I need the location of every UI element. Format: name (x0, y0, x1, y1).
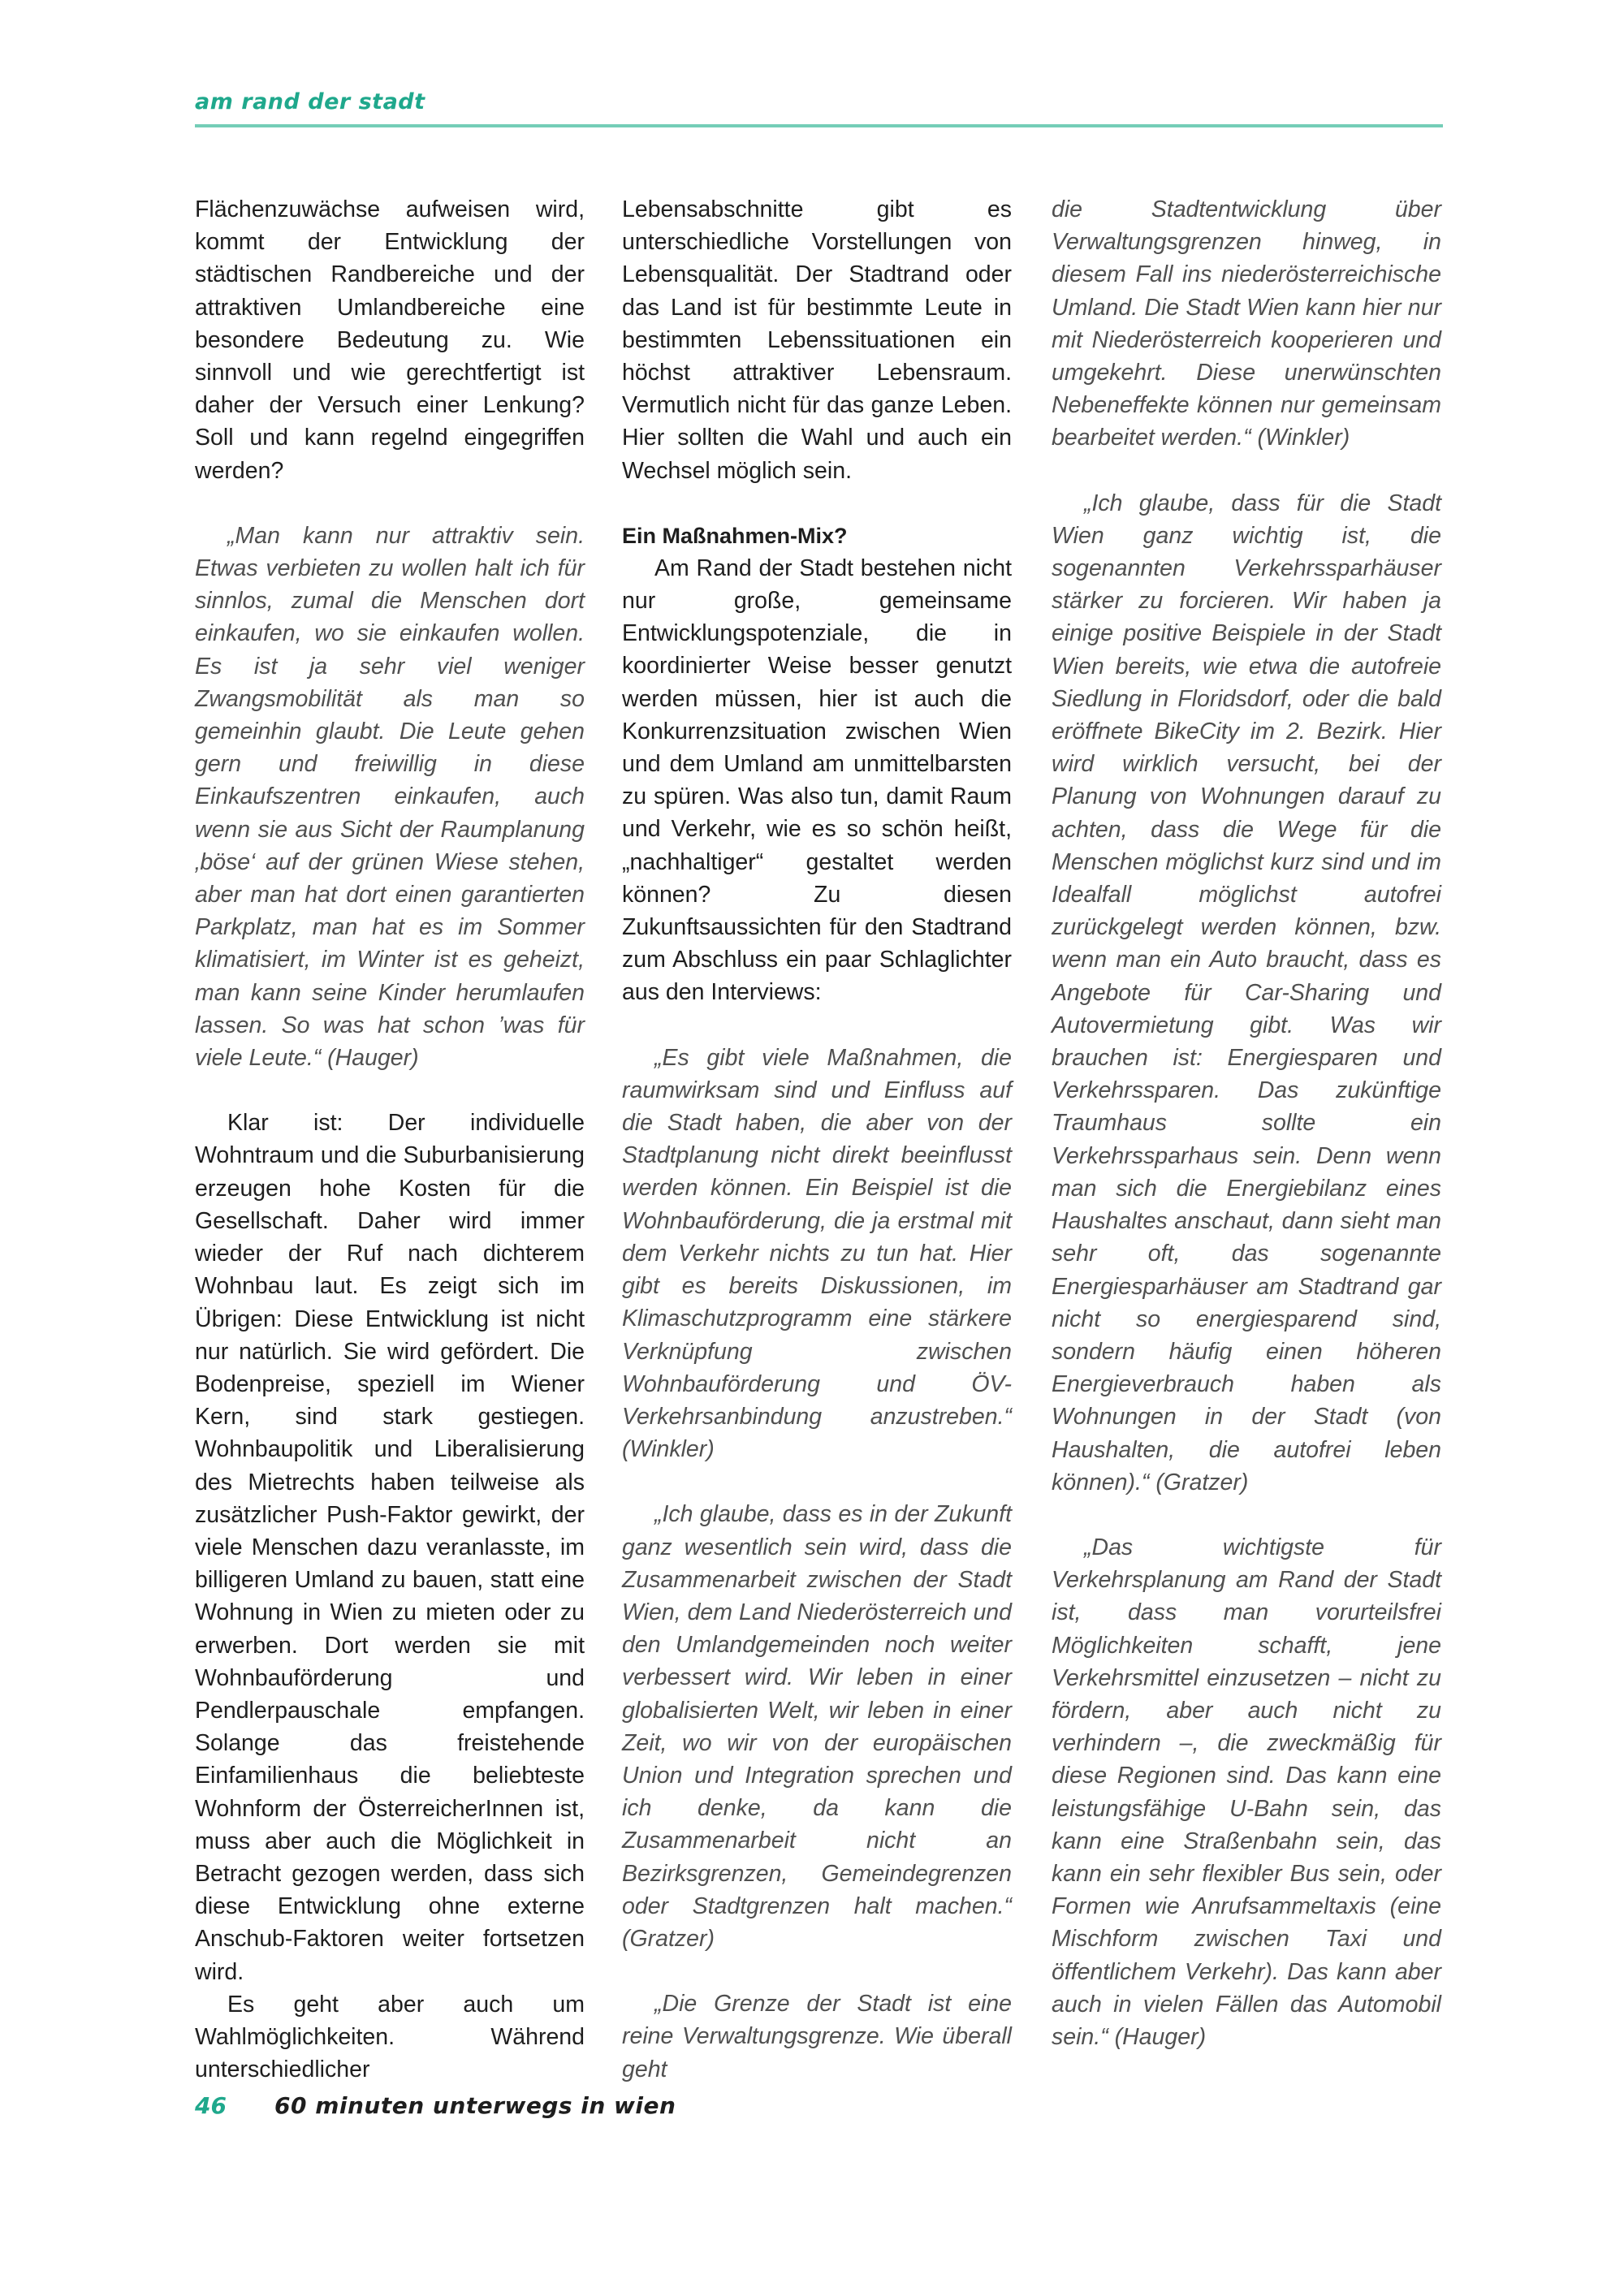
paragraph: Klar ist: Der individuelle Wohntraum und die Suburbanisierung erzeugen hohe Kosten für die Gesellschaft. Daher wird immer wieder der Ruf nach dichterem Wohnbau laut. Es zeigt sich im Übrigen: Diese Entwicklung ist nicht nur natürlich. Sie wird gefördert. Die Bodenpreise, speziell im Wiener Kern, sind stark gestiegen. Wohnbaupolitik und Liberalisierung des Mietrechts haben teilweise als zusätzlicher Push-Faktor gewirkt, der viele Menschen dazu veranlasste, im billigeren Umland zu bauen, statt eine Wohnung in Wien zu mieten oder zu erwerben. Dort werden sie mit Wohnbauförderung und Pendlerpauschale empfangen. Solange das freistehende Einfamilienhaus die beliebteste Wohnform der ÖsterreicherInnen ist, muss aber auch die Möglichkeit in Betracht gezogen werden, dass sich diese Entwicklung ohne externe Anschub-Faktoren weiter fortsetzen wird. (195, 1110, 585, 1985)
interview-quote: „Das wichtigste für Verkehrsplanung am Rand der Stadt ist, dass man vorurteilsfrei Möglichkeiten schafft, jene Verkehrsmittel einzusetzen – nicht zu fördern, aber auch nicht zu verhindern –, die zweckmäßig für diese Regionen sind. Das kann eine leistungsfähige U-Bahn sein, das kann eine Straßenbahn sein, das kann ein sehr flexibler Bus sein, oder Formen wie Anrufsammeltaxis (eine Mischform zwischen Taxi und öffentlichem Verkehr). Das kann aber auch in vielen Fällen das Automobil sein.“ (Hauger) (1052, 1534, 1441, 2050)
publication-title: 60 minuten unterwegs in wien (274, 2092, 676, 2119)
interview-quote: „Ich glaube, dass für die Stadt Wien ganz wichtig ist, die sogenannten Verkehrssparhäuser stärker zu forcieren. Wir haben ja einige positive Beispiele in der Stadt Wien bereits, wie etwa die autofreie Siedlung in Floridsdorf, oder die bald eröffnete BikeCity im 2. Bezirk. Hier wird wirklich versucht, bei der Planung von Wohnungen darauf zu achten, dass die Wege für die Menschen möglichst kurz sind und im Idealfall möglichst autofrei zurückgelegt werden können, bzw. wenn man ein Auto braucht, dass es Angebote für Car-Sharing und Autovermietung gibt. Was wir brauchen ist: Energiesparen und Verkehrssparen. Das zukünftige Traumhaus sollte ein Verkehrssparhaus sein. Denn wenn man sich die Energiebilanz eines Haushaltes anschaut, dann sieht man sehr oft, das sogenannte Energiesparhäuser am Stadtrand gar nicht so energiesparend sind, sondern häufig einen höheren Energieverbrauch haben als Wohnungen in der Stadt (von Haushalten, die autofrei leben können).“ (Gratzer) (1052, 490, 1441, 1495)
paragraph: Flächenzuwächse aufweisen wird, kommt der Entwicklung der städtischen Randbereiche und der attraktiven Umlandbereiche eine besondere Bedeutung zu. Wie sinnvoll und wie gerechtfertigt ist daher der Versuch einer Lenkung? Soll und kann regelnd eingegriffen werden? (195, 196, 585, 484)
text-column-3 (1052, 193, 1441, 2053)
paragraph: Lebensabschnitte gibt es unterschiedliche Vorstellungen von Lebensqualität. Der Stadtrand oder das Land ist für bestimmte Leute in bestimmten Lebenssituationen ein höchst attraktiver Lebensraum. Vermutlich nicht für das ganze Leben. Hier sollten die Wahl und auch ein Wechsel möglich sein. (622, 196, 1012, 484)
interview-quote: „Die Grenze der Stadt ist eine reine Verwaltungsgrenze. Wie überall geht (622, 1991, 1012, 2082)
interview-quote: „Es gibt viele Maßnahmen, die raumwirksam sind und Einfluss auf die Stadt haben, die aber von der Stadtplanung nicht direkt beeinflusst werden können. Ein Beispiel ist die Wohnbauförderung, die ja erstmal mit dem Verkehr nichts zu tun hat. Hier gibt es bereits Diskussionen, im Klimaschutzprogramm eine stärkere Verknüpfung zwischen Wohnbauförderung und ÖV-Verkehrsanbindung anzustreben.“ (Winkler) (622, 1044, 1012, 1463)
paragraph: Am Rand der Stadt bestehen nicht nur große, gemeinsame Entwicklungspotenziale, die in koordinierter Weise besser genutzt werden müssen, hier ist auch die Konkurrenzsituation zwischen Wien und dem Umland am unmittelbarsten zu spüren. Was also tun, damit Raum und Verkehr, wie es so schön heißt, „nachhaltiger“ gestaltet werden können? Zu diesen Zukunftsaussichten für den Stadtrand zum Abschluss ein paar Schlaglichter aus den Interviews: (622, 555, 1012, 1006)
page-number: 46 (195, 2092, 227, 2119)
section-heading: Ein Maßnahmen-Mix? (622, 523, 848, 548)
text-column-1 (195, 193, 585, 2086)
section-label: am rand der stadt (195, 89, 425, 114)
header-rule (195, 124, 1443, 127)
interview-quote: „Ich glaube, dass es in der Zukunft ganz wesentlich sein wird, dass die Zusammenarbeit zwischen der Stadt Wien, dem Land Niederösterreich und den Umlandgemeinden noch weiter verbessert wird. Wir leben in einer globalisierten Welt, wir leben in einer Zeit, wo wir von der europäischen Union und Integration sprechen und ich denke, da kann die Zusammenarbeit nicht an Bezirksgrenzen, Gemeindegrenzen oder Stadtgrenzen halt machen.“ (Gratzer) (622, 1501, 1012, 1952)
text-column-2 (622, 193, 1012, 2086)
interview-quote: „Man kann nur attraktiv sein. Etwas verbieten zu wollen halt ich für sinnlos, zumal die Menschen dort einkaufen, wo sie einkaufen wollen. Es ist ja sehr viel weniger Zwangsmobilität als man so gemeinhin glaubt. Die Leute gehen gern und freiwillig in diese Einkaufszentren einkaufen, auch wenn sie aus Sicht der Raumplanung ‚böse‘ auf der grünen Wiese stehen, aber man hat dort einen garantierten Parkplatz, man hat es im Sommer klimatisiert, im Winter ist es geheizt, man kann seine Kinder herumlaufen lassen. So was hat schon ’was für viele Leute.“ (Hauger) (195, 522, 585, 1072)
interview-quote: die Stadtentwicklung über Verwaltungsgrenzen hinweg, in diesem Fall ins niederösterreichische Umland. Die Stadt Wien kann hier nur mit Niederösterreich kooperieren und umgekehrt. Diese unerwünschten Nebeneffekte können nur gemeinsam bearbeitet werden.“ (Winkler) (1052, 196, 1441, 451)
paragraph: Es geht aber auch um Wahlmöglichkeiten. Während unterschiedlicher (195, 1991, 585, 2083)
